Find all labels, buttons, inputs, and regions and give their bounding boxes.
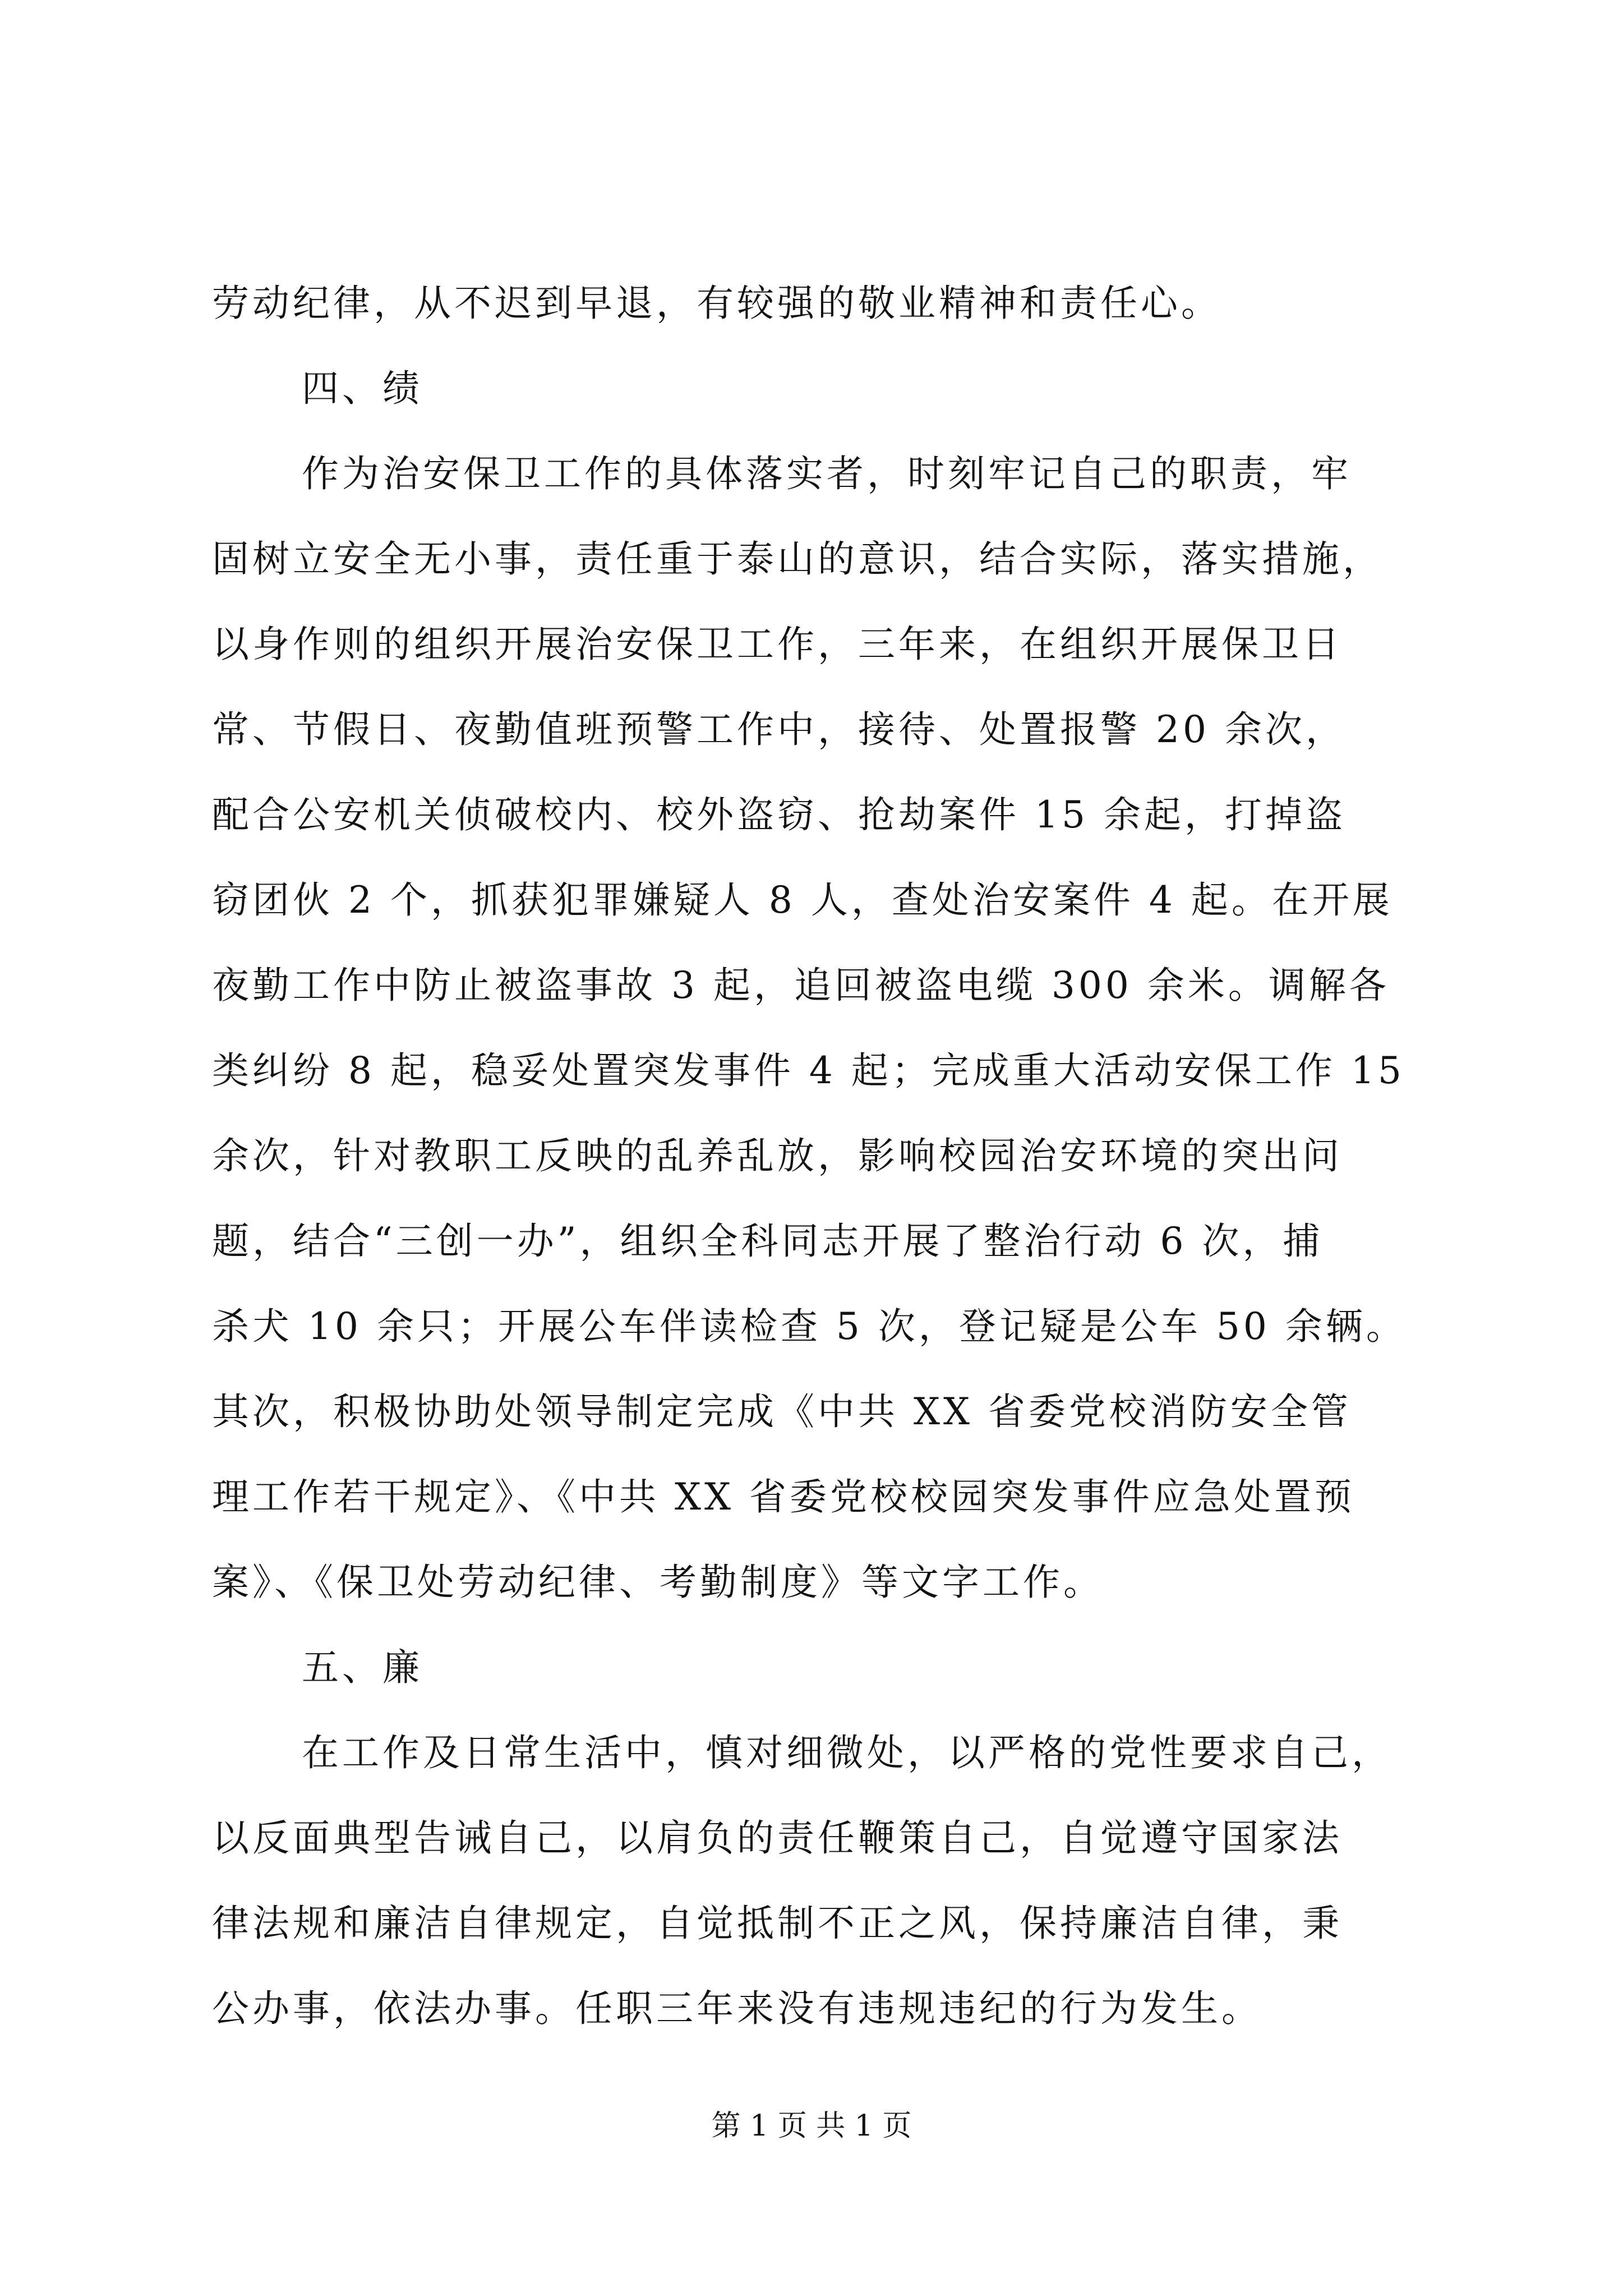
text-line: 四、绩 bbox=[302, 367, 423, 410]
text-line: 公办事，依法办事。任职三年来没有违规违纪的行为发生。 bbox=[212, 1987, 1262, 2030]
text-line: 其次，积极协助处领导制定完成《中共 XX 省委党校消防安全管 bbox=[212, 1390, 1352, 1433]
page-footer: 第 1 页 共 1 页 bbox=[711, 2109, 912, 2143]
text-line: 以反面典型告诫自己，以肩负的责任鞭策自己，自觉遵守国家法 bbox=[212, 1816, 1343, 1860]
text-line: 五、廉 bbox=[302, 1646, 423, 1689]
text-line: 在工作及日常生活中，慎对细微处，以严格的党性要求自己， bbox=[302, 1731, 1392, 1774]
text-line: 余次，针对教职工反映的乱养乱放，影响校园治安环境的突出问 bbox=[212, 1134, 1343, 1177]
text-line: 窃团伙 2 个，抓获犯罪嫌疑人 8 人，查处治安案件 4 起。在开展 bbox=[212, 878, 1393, 922]
text-line: 类纠纷 8 起，稳妥处置突发事件 4 起；完成重大活动安保工作 15 bbox=[212, 1049, 1405, 1092]
text-line: 杀犬 10 余只；开展公车伴读检查 5 次，登记疑是公车 50 余辆。 bbox=[212, 1305, 1407, 1348]
text-line: 理工作若干规定》、《中共 XX 省委党校校园突发事件应急处置预 bbox=[212, 1475, 1355, 1519]
text-line: 律法规和廉洁自律规定，自觉抵制不正之风，保持廉洁自律，秉 bbox=[212, 1902, 1343, 1945]
text-line: 夜勤工作中防止被盗事故 3 起，追回被盗电缆 300 余米。调解各 bbox=[212, 964, 1390, 1007]
text-line: 以身作则的组织开展治安保卫工作，三年来，在组织开展保卫日 bbox=[212, 623, 1343, 666]
text-line: 作为治安保卫工作的具体落实者，时刻牢记自己的职责，牢 bbox=[302, 452, 1352, 495]
text-line: 劳动纪律，从不迟到早退，有较强的敬业精神和责任心。 bbox=[212, 282, 1221, 325]
text-line: 配合公安机关侦破校内、校外盗窃、抢劫案件 15 余起，打掉盗 bbox=[212, 793, 1346, 836]
text-line: 案》、《保卫处劳动纪律、考勤制度》等文字工作。 bbox=[212, 1561, 1104, 1604]
text-line: 常、节假日、夜勤值班预警工作中，接待、处置报警 20 余次， bbox=[212, 708, 1346, 751]
text-line: 固树立安全无小事，责任重于泰山的意识，结合实际，落实措施， bbox=[212, 537, 1383, 581]
text-line: 题，结合“三创一办”，组织全科同志开展了整治行动 6 次，捕 bbox=[212, 1220, 1324, 1263]
document-body bbox=[212, 261, 1446, 2051]
